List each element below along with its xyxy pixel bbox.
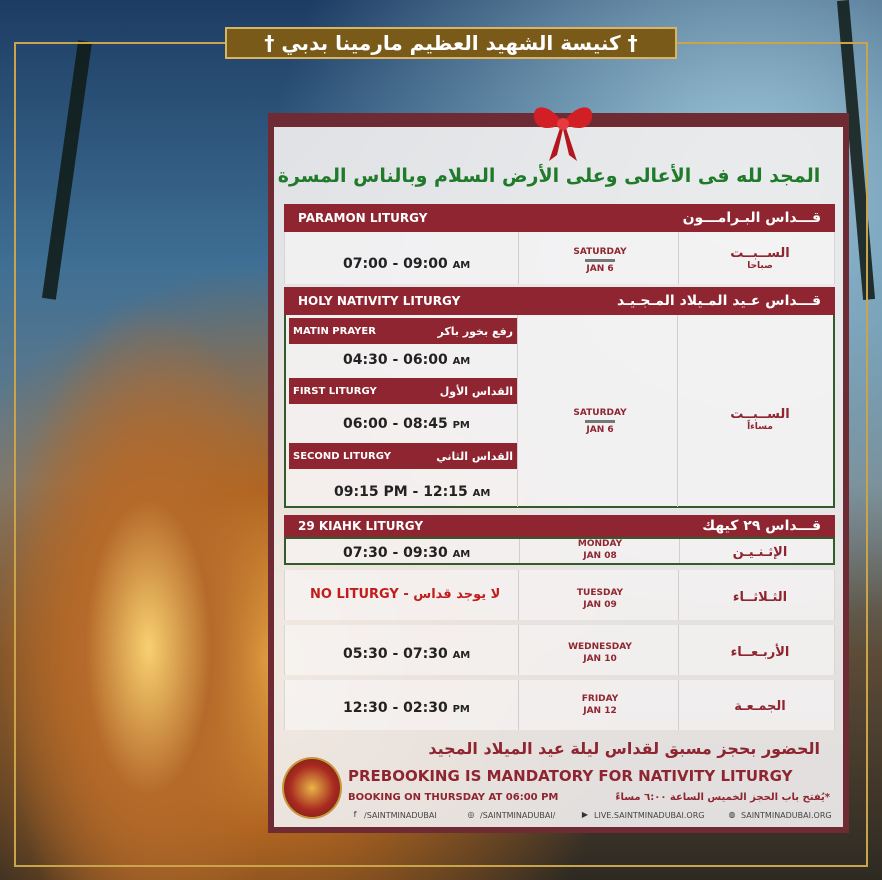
tuesday-day: الثـلاثــاء <box>732 590 788 605</box>
matin-prayer-time: 04:30 - 06:00 AM <box>343 352 471 368</box>
paramon-day: الســبــت صباحا <box>730 246 790 271</box>
nativity-date: SATURDAY JAN 6 <box>573 408 627 435</box>
second-liturgy-time: 09:15 PM - 12:15 AM <box>334 484 491 500</box>
frame-top-right <box>677 42 867 44</box>
kiahk-band <box>284 515 835 537</box>
booking-time-en: BOOKING ON THURSDAY AT 06:00 PM <box>348 792 559 803</box>
second-liturgy-band: SECOND LITURGY القداس الثاني <box>289 443 517 469</box>
monday-date: MONDAY JAN 08 <box>577 539 623 561</box>
globe-icon: ◍ <box>728 810 736 819</box>
ribbon-bow-icon <box>527 95 599 165</box>
wednesday-day: الأربـعــاء <box>730 645 790 660</box>
kiahk-title-en: 29 KIAHK LITURGY <box>298 519 424 533</box>
tuesday-date: TUESDAY JAN 09 <box>576 588 624 610</box>
wednesday-time: 05:30 - 07:30 AM <box>343 646 471 662</box>
nativity-day: الســبــت مساءاً <box>730 407 790 432</box>
friday-date: FRIDAY JAN 12 <box>581 694 619 716</box>
kiahk-title-ar: قـــداس ٢٩ كيهك <box>702 518 821 534</box>
church-logo <box>282 757 342 819</box>
paramon-title-ar: قـــداس البـرامـــون <box>682 210 821 226</box>
social-youtube[interactable]: ▶ LIVE.SAINTMINADUBAI.ORG <box>581 810 705 820</box>
facebook-icon: f <box>353 810 357 819</box>
frame-bottom <box>14 865 868 867</box>
gloria-verse: المجد لله فى الأعالى وعلى الأرض السلام وبالناس المسرة <box>277 165 821 187</box>
nativity-title-ar: قـــداس عـيد المـيلاد المـجـيـد <box>617 293 821 309</box>
frame-right <box>866 42 868 866</box>
frame-left <box>14 42 16 866</box>
matin-prayer-band: MATIN PRAYER رفع بخور باكر <box>289 318 517 344</box>
first-liturgy-time: 06:00 - 08:45 PM <box>343 416 470 432</box>
nativity-title-en: HOLY NATIVITY LITURGY <box>298 294 461 308</box>
paramon-date: SATURDAY JAN 6 <box>573 247 627 274</box>
nativity-band <box>284 287 835 315</box>
wednesday-date: WEDNESDAY JAN 10 <box>568 642 632 664</box>
first-liturgy-band: FIRST LITURGY القداس الأول <box>289 378 517 404</box>
prebooking-notice-ar: الحضور بحجز مسبق لقداس ليلة عيد الميلاد المجيد <box>428 739 820 758</box>
frame-top-left <box>14 42 225 44</box>
booking-time-ar: *يُفتح باب الحجز الخميس الساعة ٦:٠٠ مساءً <box>615 792 830 803</box>
social-instagram[interactable]: ◎ /SAINTMINADUBAI/ <box>467 810 556 820</box>
instagram-icon: ◎ <box>467 810 475 819</box>
paramon-band <box>284 204 835 232</box>
tuesday-no-liturgy: NO LITURGY - لا يوجد قداس <box>310 587 501 602</box>
social-website[interactable]: ◍ SAINTMINADUBAI.ORG <box>728 810 832 820</box>
friday-time: 12:30 - 02:30 PM <box>343 700 470 716</box>
social-facebook[interactable]: f /SAINTMINADUBAI <box>350 810 437 820</box>
palm-tree-left <box>42 40 92 299</box>
friday-day: الجمـعـة <box>734 699 786 714</box>
church-title: † كنيسة الشهيد العظيم مارمينا بدبي † <box>225 27 677 59</box>
monday-time: 07:30 - 09:30 AM <box>343 545 471 561</box>
prebooking-notice-en: PREBOOKING IS MANDATORY FOR NATIVITY LITURGY <box>348 767 793 785</box>
youtube-icon: ▶ <box>581 810 589 819</box>
nativity-scene <box>0 300 270 880</box>
monday-day: الإثـنـيـن <box>732 545 788 560</box>
paramon-title-en: PARAMON LITURGY <box>298 211 428 225</box>
paramon-time: 07:00 - 09:00 AM <box>343 256 471 272</box>
